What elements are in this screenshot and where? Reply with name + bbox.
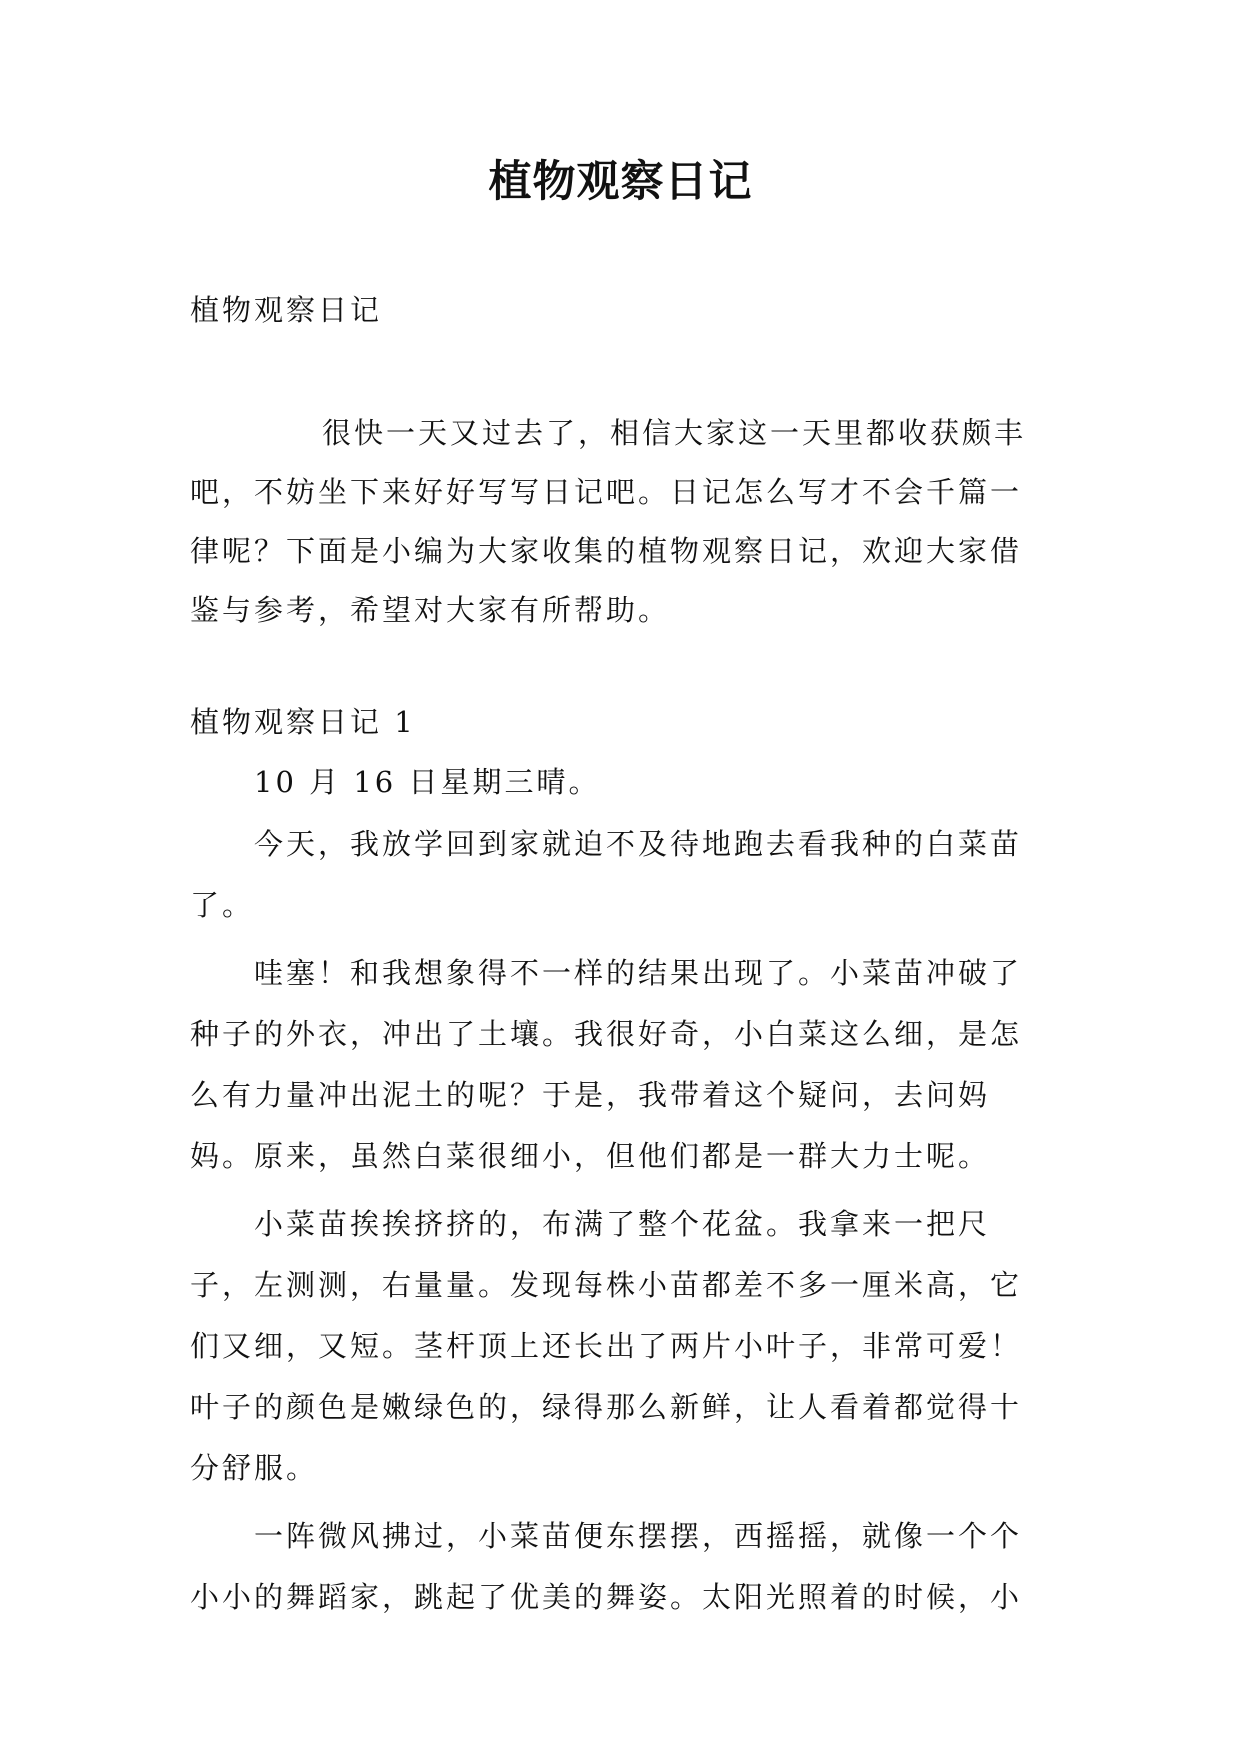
diary-entry-body — [190, 752, 1052, 1635]
section-heading: 植物观察日记 1 — [190, 705, 416, 739]
document-title: 植物观察日记 — [488, 157, 753, 207]
diary-paragraph: 今天，我放学回到家就迫不及待地跑去看我种的白菜苗了。 — [190, 827, 1023, 922]
diary-paragraph: 一阵微风拂过，小菜苗便东摆摆，西摇摇，就像一个个小小的舞蹈家，跳起了优美的舞姿。太阳光照着的时候，小 — [190, 1519, 1023, 1614]
diary-date-line: 10 月 16 日星期三晴。 — [254, 765, 601, 799]
diary-paragraph: 小菜苗挨挨挤挤的，布满了整个花盆。我拿来一把尺子，左测测，右量量。发现每株小苗都差不多一厘米高，它们又细，又短。茎杆顶上还长出了两片小叶子，非常可爱！叶子的颜色是嫩绿色的，绿得那么新鲜，让人看着都觉得十分舒服。 — [190, 1207, 1023, 1485]
document-subtitle: 植物观察日记 — [190, 293, 383, 327]
intro-paragraph: 很快一天又过去了，相信大家这一天里都收获颇丰吧，不妨坐下来好好写写日记吧。日记怎么写才不会千篇一律呢？下面是小编为大家收集的植物观察日记，欢迎大家借鉴与参考，希望对大家有所帮助。 — [190, 416, 1027, 627]
diary-paragraph: 哇塞！和我想象得不一样的结果出现了。小菜苗冲破了种子的外衣，冲出了土壤。我很好奇，小白菜这么细，是怎么有力量冲出泥土的呢？于是，我带着这个疑问，去问妈妈。原来，虽然白菜很细小，但他们都是一群大力士呢。 — [190, 956, 1023, 1173]
